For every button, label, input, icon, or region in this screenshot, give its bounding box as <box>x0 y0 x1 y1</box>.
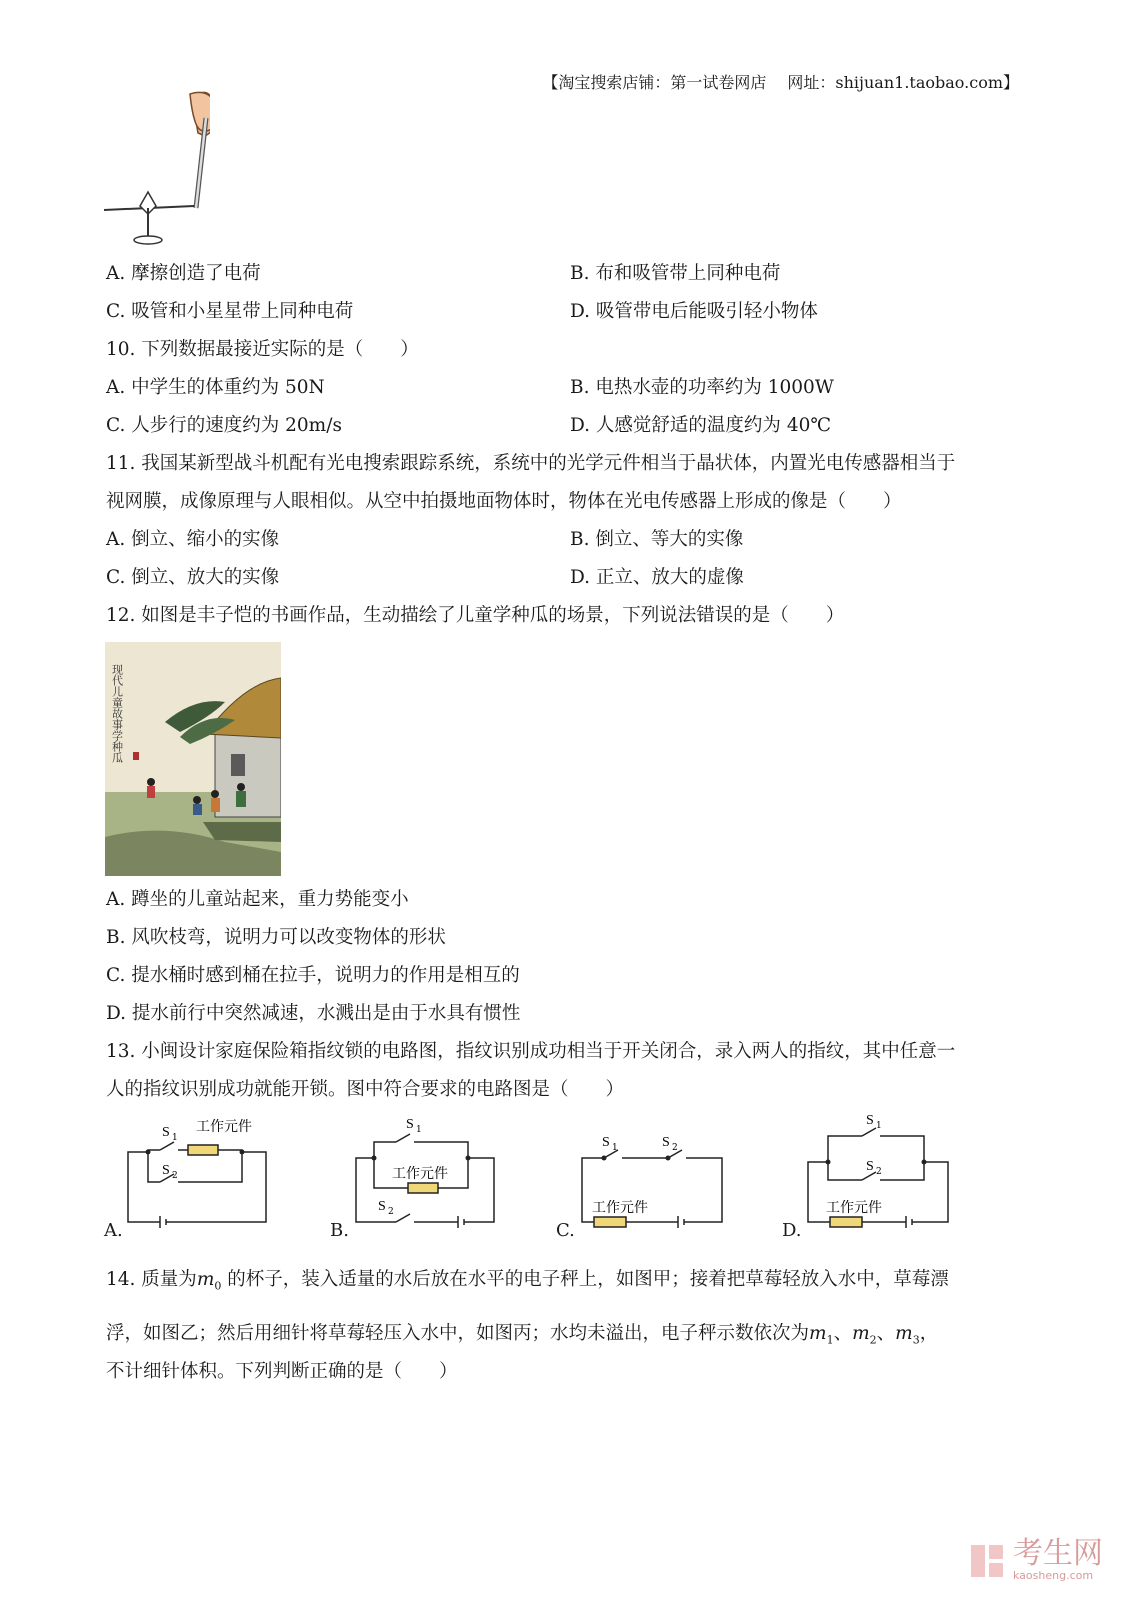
q11-stem-line2: 视网膜，成像原理与人眼相似。从空中拍摄地面物体时，物体在光电传感器上形成的像是（ ） <box>106 491 902 512</box>
q14-stem1-pre: 14. 质量为 <box>106 1269 197 1290</box>
symbol-m3-letter: m <box>895 1323 913 1344</box>
straw-experiment-figure <box>100 88 210 248</box>
symbol-m3-sub: 3 <box>912 1333 920 1347</box>
circuit-d-element-label: 工作元件 <box>826 1200 882 1216</box>
q14-sep-1: 、 <box>833 1323 853 1344</box>
circuit-b-s1-sub: 1 <box>416 1125 422 1135</box>
circuit-d-s1-sub: 1 <box>876 1121 882 1131</box>
symbol-m3 <box>895 1323 920 1347</box>
circuit-c-element-label: 工作元件 <box>592 1200 648 1216</box>
circuit-b <box>348 1112 508 1232</box>
watermark-cn: 考生网 <box>1013 1536 1103 1571</box>
q11-option-c: C. 倒立、放大的实像 <box>106 567 280 588</box>
q10-option-b: B. 电热水壶的功率约为 1000W <box>570 377 834 398</box>
q13-option-b-letter: B. <box>330 1220 349 1241</box>
q11-option-b: B. 倒立、等大的实像 <box>570 529 744 550</box>
q10-stem: 10. 下列数据最接近实际的是（ ） <box>106 339 419 360</box>
symbol-m1-letter: m <box>809 1323 827 1344</box>
circuit-a-element-label: 工作元件 <box>196 1119 252 1135</box>
painting-inscription: 现代儿童故事学种瓜 <box>110 664 124 763</box>
circuit-a-s2-sub: 2 <box>172 1171 178 1181</box>
circuit-c-s1-label: S <box>602 1135 610 1150</box>
circuit-c <box>574 1112 734 1232</box>
q14-stem2-pre: 浮，如图乙；然后用细针将草莓轻压入水中，如图丙；水均未溢出，电子秤示数依次为 <box>106 1323 810 1344</box>
symbol-m0-sub: 0 <box>214 1279 222 1293</box>
q10-option-a: A. 中学生的体重约为 50N <box>106 377 325 398</box>
q11-stem-line1: 11. 我国某新型战斗机配有光电搜索跟踪系统，系统中的光学元件相当于晶状体，内置光电传感器相当于 <box>106 453 956 474</box>
circuit-d-s2-sub: 2 <box>876 1167 882 1177</box>
circuit-b-s2-sub: 2 <box>388 1207 394 1217</box>
q9-option-b: B. 布和吸管带上同种电荷 <box>570 263 781 284</box>
symbol-m0 <box>196 1269 222 1293</box>
circuit-c-s1-sub: 1 <box>612 1143 618 1153</box>
symbol-m2-letter: m <box>852 1323 870 1344</box>
q9-option-a: A. 摩擦创造了电荷 <box>106 263 261 284</box>
q14-stem1-post: 的杯子，装入适量的水后放在水平的电子秤上，如图甲；接着把草莓轻放入水中，草莓漂 <box>227 1269 949 1290</box>
q9-option-d: D. 吸管带电后能吸引轻小物体 <box>570 301 818 322</box>
page-header: 【淘宝搜索店铺：第一试卷网店 网址：shijuan1.taobao.com】 <box>542 73 1019 92</box>
circuit-d-s2-label: S <box>866 1159 874 1174</box>
circuit-d-s1-label: S <box>866 1113 874 1128</box>
kaosheng-watermark <box>969 1536 1103 1582</box>
circuit-a <box>120 1112 280 1232</box>
q13-option-d-letter: D. <box>782 1220 802 1241</box>
q12-option-c: C. 提水桶时感到桶在拉手，说明力的作用是相互的 <box>106 965 520 986</box>
circuit-a-s2-label: S <box>162 1163 170 1178</box>
feng-zikai-painting <box>105 642 281 876</box>
circuit-b-s1-label: S <box>406 1117 414 1132</box>
q13-option-c-letter: C. <box>556 1220 575 1241</box>
circuit-c-s2-sub: 2 <box>672 1143 678 1153</box>
watermark-en: kaosheng.com <box>1013 1569 1094 1582</box>
q14-stem-line2: 浮，如图乙；然后用细针将草莓轻压入水中，如图丙；水均未溢出，电子秤示数依次为$m_1$、$m_2$、$m_3$， <box>106 1323 939 1347</box>
q11-option-d: D. 正立、放大的虚像 <box>570 567 744 588</box>
circuit-b-s2-label: S <box>378 1199 386 1214</box>
q13-option-a-letter: A. <box>104 1220 123 1241</box>
q11-option-a: A. 倒立、缩小的实像 <box>106 529 280 550</box>
q14-sep-2: 、 <box>876 1323 896 1344</box>
symbol-m2-sub: 2 <box>869 1333 877 1347</box>
q14-stem-line1 <box>106 1268 949 1299</box>
q12-option-d: D. 提水前行中突然减速，水溅出是由于水具有惯性 <box>106 1003 521 1024</box>
q9-option-c: C. 吸管和小星星带上同种电荷 <box>106 301 354 322</box>
circuit-a-s1-label: S <box>162 1125 170 1140</box>
q10-option-d: D. 人感觉舒适的温度约为 40℃ <box>570 415 832 436</box>
q14-stem-line3: 不计细针体积。下列判断正确的是（ ） <box>106 1361 458 1382</box>
symbol-m2 <box>852 1323 877 1347</box>
kaosheng-logo-icon <box>969 1543 1005 1579</box>
symbol-m1 <box>809 1323 834 1347</box>
circuit-a-s1-sub: 1 <box>172 1133 178 1143</box>
circuit-c-s2-label: S <box>662 1135 670 1150</box>
q13-stem-line2: 人的指纹识别成功就能开锁。图中符合要求的电路图是（ ） <box>106 1079 625 1100</box>
symbol-m1-sub: 1 <box>826 1333 834 1347</box>
symbol-m0-letter: m <box>196 1269 215 1290</box>
q10-option-c: C. 人步行的速度约为 20m/s <box>106 415 342 436</box>
q12-stem: 12. 如图是丰子恺的书画作品，生动描绘了儿童学种瓜的场景，下列说法错误的是（ ） <box>106 605 845 626</box>
circuit-d <box>800 1108 960 1232</box>
q12-option-b: B. 风吹枝弯，说明力可以改变物体的形状 <box>106 927 446 948</box>
q12-option-a: A. 蹲坐的儿童站起来，重力势能变小 <box>106 889 409 910</box>
q13-stem-line1: 13. 小闽设计家庭保险箱指纹锁的电路图，指纹识别成功相当于开关闭合，录入两人的指纹，其中任意一 <box>106 1041 956 1062</box>
circuit-b-element-label: 工作元件 <box>392 1166 448 1182</box>
